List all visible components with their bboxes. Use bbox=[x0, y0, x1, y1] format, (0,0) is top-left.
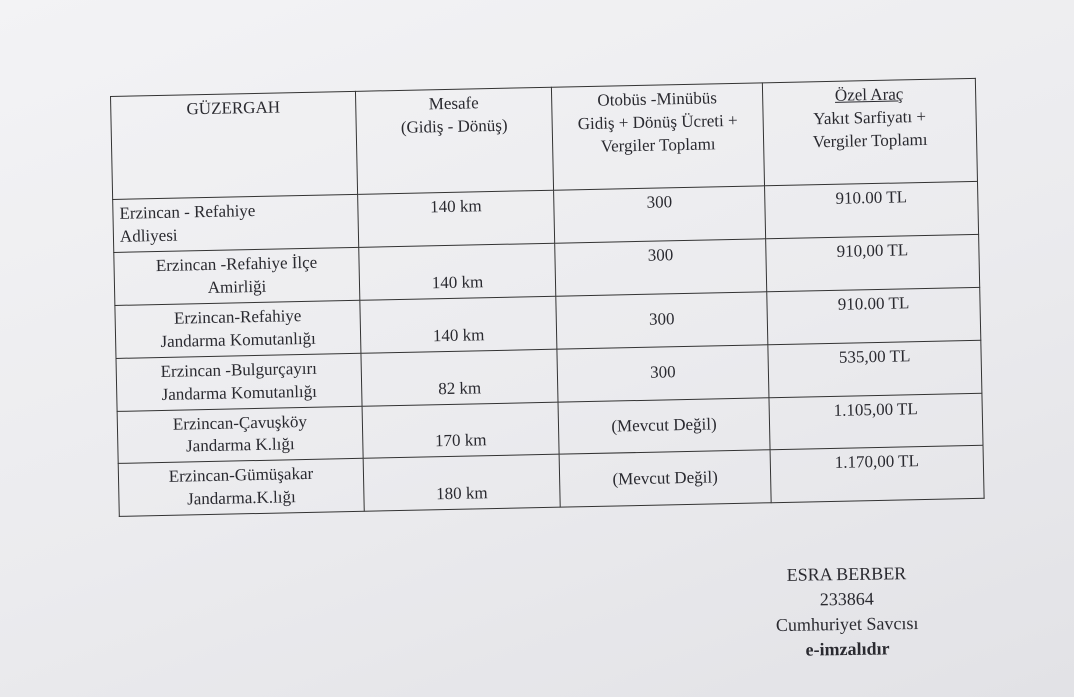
header-route bbox=[111, 91, 358, 199]
distance-cell: 140 km bbox=[359, 243, 556, 300]
route-cell bbox=[116, 353, 362, 411]
header-bus-line-3: Vergiler Toplamı bbox=[600, 134, 716, 156]
route-line-1: Erzincan -Bulgurçayırı bbox=[160, 358, 318, 381]
distance-cell: 180 km bbox=[363, 455, 560, 512]
route-line-1: Erzincan - Refahiye bbox=[119, 200, 256, 223]
signer-name: ESRA BERBER bbox=[786, 563, 907, 585]
car-cost-cell: 1.170,00 TL bbox=[770, 446, 984, 503]
header-distance-line-2: (Gidiş - Dönüş) bbox=[400, 115, 508, 137]
bus-cost-cell: 300 bbox=[555, 239, 767, 296]
car-cost-cell: 910,00 TL bbox=[766, 234, 980, 291]
route-cost-table-wrapper bbox=[110, 78, 985, 517]
header-distance-line-1: Mesafe bbox=[428, 93, 479, 114]
header-car-line-2: Yakıt Sarfiyatı + bbox=[813, 106, 927, 129]
route-line-2: Jandarma.K.lığı bbox=[186, 487, 296, 509]
route-cell bbox=[117, 406, 363, 464]
route-line-1: Erzincan -Refahiye İlçe bbox=[155, 252, 318, 275]
distance-cell: 140 km bbox=[358, 190, 555, 247]
distance-cell: 140 km bbox=[360, 296, 557, 353]
header-bus-line-1: Otobüs -Minübüs bbox=[597, 88, 718, 110]
route-line-1: Erzincan-Çavuşköy bbox=[172, 411, 308, 434]
header-car bbox=[762, 78, 977, 185]
route-line-2: Jandarma K.lığı bbox=[185, 434, 295, 456]
car-cost-cell: 910.00 TL bbox=[765, 181, 979, 238]
route-line-2: Jandarma Komutanlığı bbox=[161, 381, 318, 404]
route-line-2: Amirliği bbox=[207, 276, 267, 297]
signer-number: 233864 bbox=[819, 588, 874, 610]
header-bus bbox=[551, 83, 764, 190]
car-cost-cell: 535,00 TL bbox=[768, 340, 982, 397]
route-cost-table bbox=[110, 78, 985, 517]
car-cost-cell: 910.00 TL bbox=[767, 287, 981, 344]
signature-block bbox=[751, 561, 942, 664]
route-cell bbox=[118, 459, 364, 517]
route-line-2: Jandarma Komutanlığı bbox=[160, 328, 316, 351]
header-route-label: GÜZERGAH bbox=[186, 97, 281, 119]
route-line-1: Erzincan-Refahiye bbox=[173, 305, 302, 328]
route-cell bbox=[114, 247, 360, 305]
bus-cost-cell: (Mevcut Değil) bbox=[558, 397, 770, 454]
distance-cell: 82 km bbox=[361, 349, 558, 406]
header-distance bbox=[355, 87, 553, 194]
e-signature-note: e-imzalıdır bbox=[805, 638, 890, 660]
car-cost-cell: 1.105,00 TL bbox=[769, 393, 983, 450]
bus-cost-cell: 300 bbox=[556, 292, 768, 349]
table-header-row bbox=[111, 78, 978, 199]
header-car-line-3: Vergiler Toplamı bbox=[812, 129, 928, 152]
bus-cost-cell: 300 bbox=[554, 186, 766, 243]
header-car-line-1: Özel Araç bbox=[834, 84, 904, 105]
signer-title: Cumhuriyet Savcısı bbox=[775, 613, 919, 635]
route-line-1: Erzincan-Gümüşakar bbox=[168, 464, 314, 487]
distance-cell: 170 km bbox=[362, 402, 559, 459]
route-cell bbox=[113, 194, 359, 252]
route-cell bbox=[115, 300, 361, 358]
header-bus-line-2: Gidiş + Dönüş Ücreti + bbox=[577, 110, 738, 134]
route-line-2: Adliyesi bbox=[119, 225, 178, 246]
bus-cost-cell: (Mevcut Değil) bbox=[559, 450, 771, 507]
bus-cost-cell: 300 bbox=[557, 344, 769, 401]
